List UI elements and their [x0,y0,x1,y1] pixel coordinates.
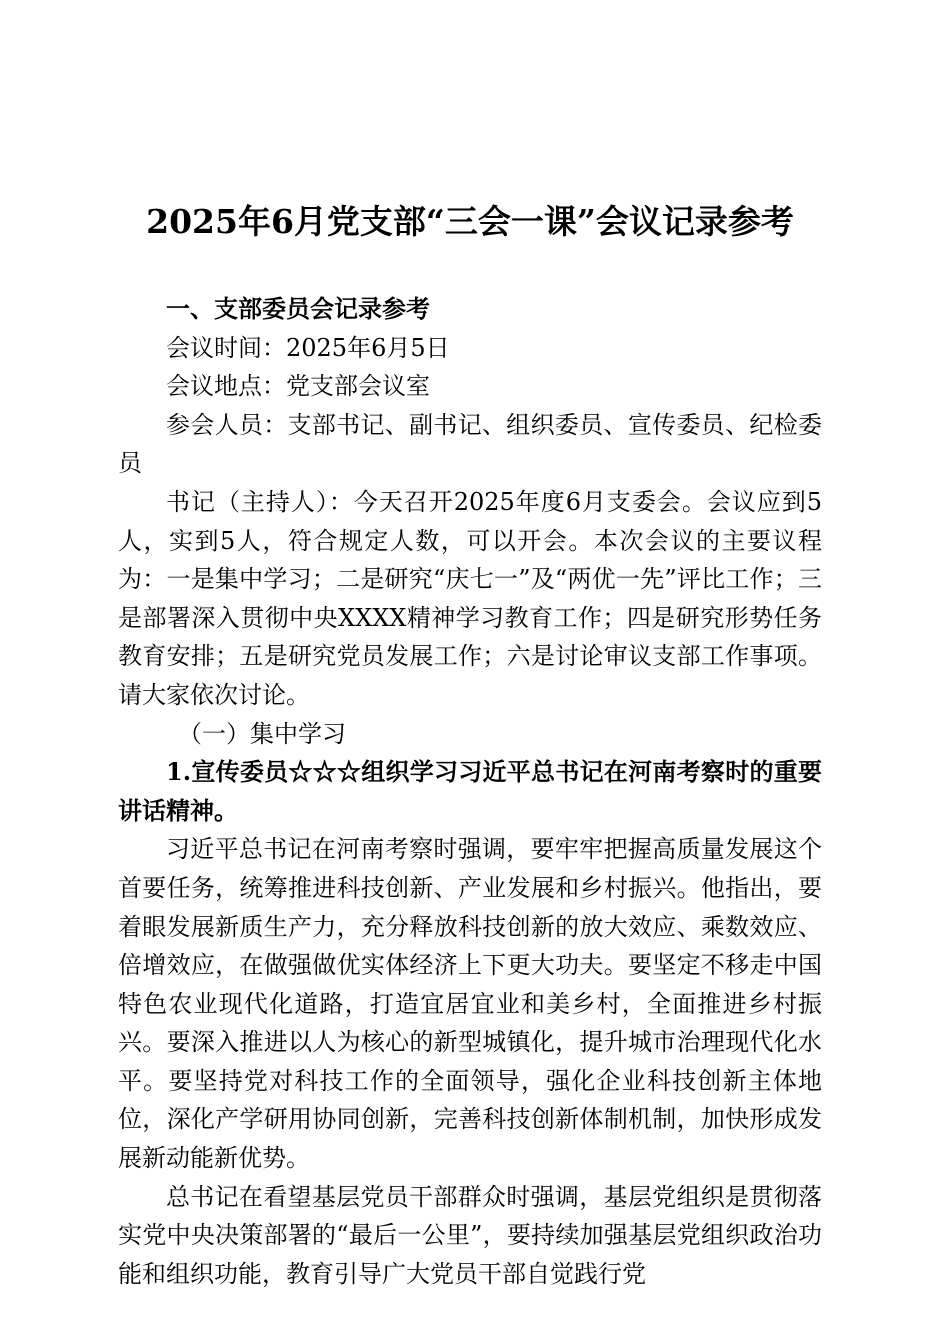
document-body [118,290,822,1293]
attendees: 参会人员：支部书记、副书记、组织委员、宣传委员、纪检委员 [118,410,822,478]
section-heading: 一、支部委员会记录参考 [166,294,430,323]
body-paragraph: 总书记在看望基层党员干部群众时强调，基层党组织是贯彻落实党中央决策部署的“最后一公里”，要持续加强基层党组织政治功能和组织功能，教育引导广大党员干部自觉践行党 [118,1182,822,1288]
host-statement: 书记（主持人）：今天召开2025年度6月支委会。会议应到5人，实到5人，符合规定人数，可以开会。本次会议的主要议程为：一是集中学习；二是研究“庆七一”及“两优一先”评比工作；三是部署深入贯彻中央XXXX精神学习教育工作；四是研究形势任务教育安排；五是研究党员发展工作；六是讨论审议支部工作事项。请大家依次讨论。 [118,487,822,709]
body-paragraph: 习近平总书记在河南考察时强调，要牢牢把握高质量发展这个首要任务，统筹推进科技创新、产业发展和乡村振兴。他指出，要着眼发展新质生产力，充分释放科技创新的放大效应、乘数效应、倍增效应，在做强做优实体经济上下更大功夫。要坚定不移走中国特色农业现代化道路，打造宜居宜业和美乡村，全面推进乡村振兴。要深入推进以人为核心的新型城镇化，提升城市治理现代化水平。要坚持党对科技工作的全面领导，强化企业科技创新主体地位，深化产学研用协同创新，完善科技创新体制机制，加快形成发展新动能新优势。 [118,835,822,1173]
meeting-place: 会议地点：党支部会议室 [166,372,430,401]
document-title: 2025年6月党支部“三会一课”会议记录参考 [146,202,794,241]
subsection-heading: （一）集中学习 [178,719,346,748]
item-heading: 1.宣传委员☆☆☆组织学习习近平总书记在河南考察时的重要讲话精神。 [118,757,822,825]
meeting-time: 会议时间：2025年6月5日 [166,333,450,362]
